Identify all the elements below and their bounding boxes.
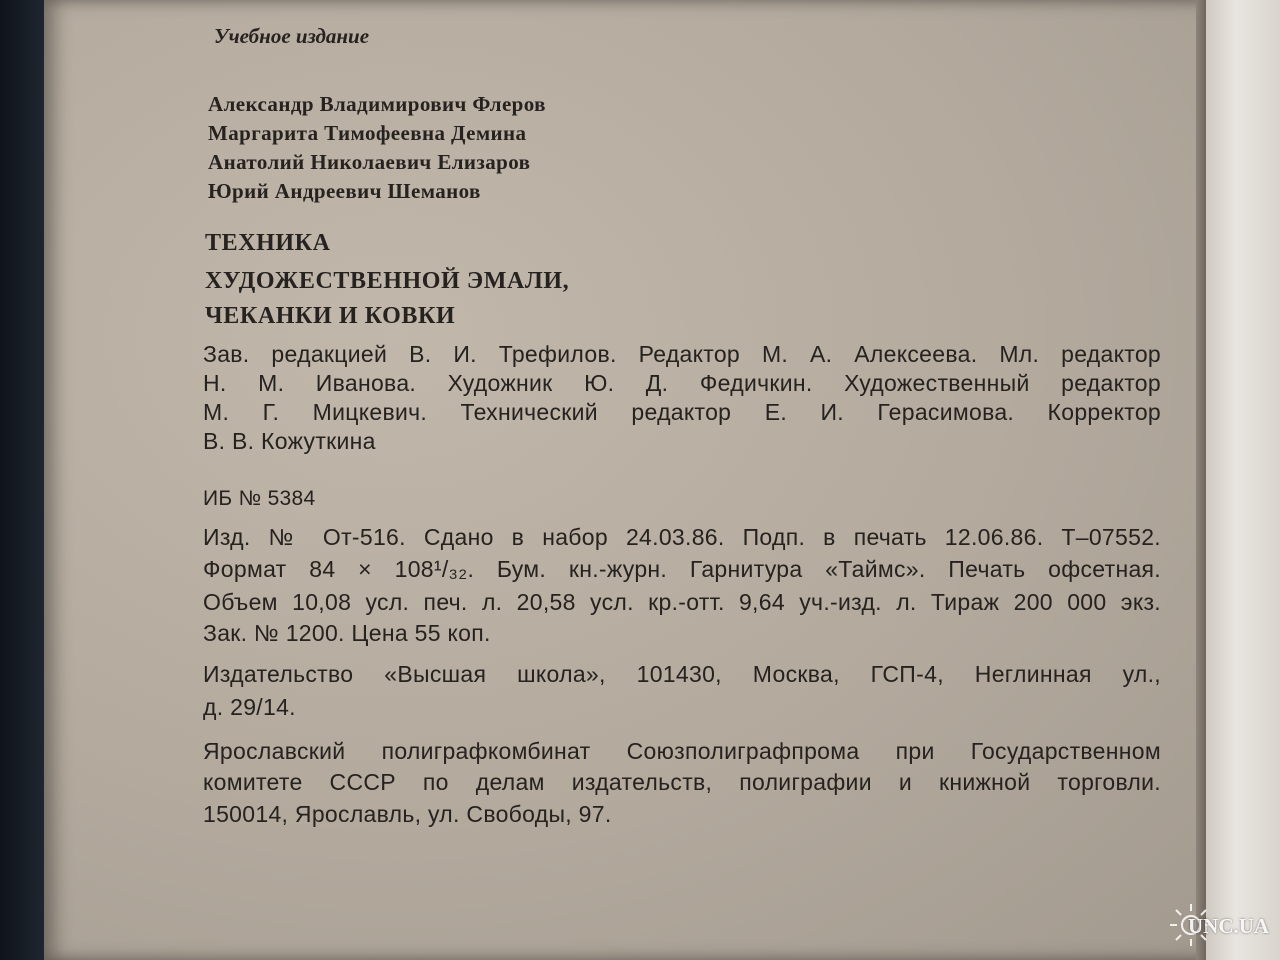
print-line-1: Изд. № От-516. Сдано в набор 24.03.86. Подп. в печать 12.06.86. Т–07552. bbox=[203, 524, 1161, 550]
page-edge bbox=[1196, 0, 1206, 960]
credits-line-4: В. В. Кожуткина bbox=[203, 428, 376, 454]
title-line-1: ТЕХНИКА bbox=[205, 230, 331, 256]
publisher-line-2: д. 29/14. bbox=[203, 694, 296, 720]
author-4: Юрий Андреевич Шеманов bbox=[208, 179, 481, 203]
watermark bbox=[1168, 900, 1278, 952]
title-line-3: ЧЕКАНКИ И КОВКИ bbox=[205, 303, 456, 329]
edition-type: Учебное издание bbox=[214, 24, 370, 48]
credits-line-3: М. Г. Мицкевич. Технический редактор Е. И. Герасимова. Корректор bbox=[203, 399, 1161, 425]
printer-line-1: Ярославский полиграфкомбинат Союзполиграфпрома при Государственном bbox=[203, 738, 1161, 764]
next-page bbox=[1206, 0, 1280, 960]
printer-line-2: комитете СССР по делам издательств, полиграфии и книжной торговли. bbox=[203, 769, 1161, 795]
publisher-line-1: Издательство «Высшая школа», 101430, Москва, ГСП-4, Неглинная ул., bbox=[203, 661, 1161, 687]
print-line-2: Формат 84 × 108¹/₃₂. Бум. кн.-журн. Гарнитура «Таймс». Печать офсетная. bbox=[203, 556, 1161, 582]
credits-line-1: Зав. редакцией В. И. Трефилов. Редактор М. А. Алексеева. Мл. редактор bbox=[203, 341, 1161, 367]
ib-number: ИБ № 5384 bbox=[203, 487, 316, 510]
print-line-4: Зак. № 1200. Цена 55 коп. bbox=[203, 620, 491, 646]
watermark-text: UNC.UA bbox=[1188, 914, 1270, 938]
printer-line-3: 150014, Ярославль, ул. Свободы, 97. bbox=[203, 801, 612, 827]
author-2: Маргарита Тимофеевна Демина bbox=[208, 121, 527, 145]
author-3: Анатолий Николаевич Елизаров bbox=[208, 150, 531, 174]
credits-line-2: Н. М. Иванова. Художник Ю. Д. Федичкин. Художественный редактор bbox=[203, 370, 1161, 396]
title-line-2: ХУДОЖЕСТВЕННОЙ ЭМАЛИ, bbox=[205, 268, 570, 294]
author-1: Александр Владимирович Флеров bbox=[208, 92, 546, 116]
print-line-3: Объем 10,08 усл. печ. л. 20,58 усл. кр.-отт. 9,64 уч.-изд. л. Тираж 200 000 экз. bbox=[203, 589, 1161, 615]
